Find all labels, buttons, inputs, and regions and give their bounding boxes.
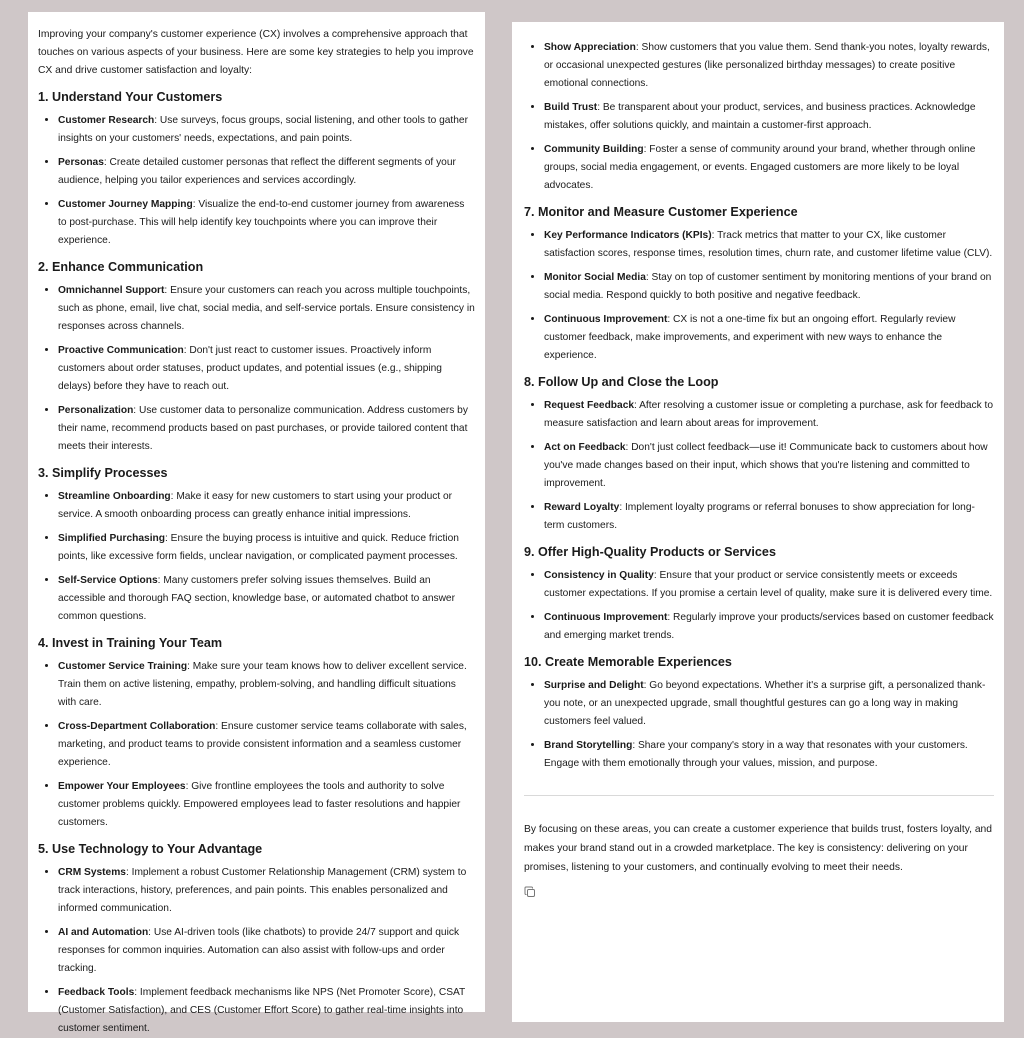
list-item bbox=[544, 268, 994, 305]
item-name: Customer Service Training bbox=[58, 661, 188, 672]
item-text: : Be transparent about your product, services, and business practices. Acknowledge mistakes, offer solutions quickly, and maintain a customer-first approach. bbox=[544, 102, 976, 131]
item-name: Empower Your Employees bbox=[58, 781, 186, 792]
left-sections bbox=[38, 89, 475, 1038]
item-text: : Ensure customer service teams collaborate with sales, marketing, and product teams to provide consistent information and a seamless customer experience. bbox=[58, 721, 467, 768]
item-text: : Go beyond expectations. Whether it's a surprise gift, a personalized thank-you note, or an unexpected upgrade, small thoughtful gestures can go a long way in making customers feel valued. bbox=[544, 680, 986, 727]
section-heading: 10. Create Memorable Experiences bbox=[524, 655, 732, 669]
section-list bbox=[38, 657, 475, 832]
item-name: Act on Feedback bbox=[544, 442, 626, 453]
divider bbox=[524, 795, 994, 796]
item-text: : Ensure that your product or service consistently meets or exceeds customer expectations. If you promise a certain level of quality, make sure it is delivered every time. bbox=[544, 570, 993, 599]
section-heading: 2. Enhance Communication bbox=[38, 260, 204, 274]
item-name: Customer Research bbox=[58, 115, 155, 126]
item-name: Simplified Purchasing bbox=[58, 533, 165, 544]
item-name: Brand Storytelling bbox=[544, 740, 633, 751]
item-name: Key Performance Indicators (KPIs) bbox=[544, 230, 712, 241]
section-heading: 5. Use Technology to Your Advantage bbox=[38, 842, 263, 856]
list-item bbox=[58, 341, 475, 396]
item-text: : Implement feedback mechanisms like NPS (Net Promoter Score), CSAT (Customer Satisfaction), and CES (Customer Effort Score) to gather real-time insights into customer sentiment. bbox=[58, 987, 466, 1034]
intro-text: Improving your company's customer experience (CX) involves a comprehensive approach that touches on various aspects of your business. Here are some key strategies to help you improve CX and drive customer satisfaction and loyalty: bbox=[38, 29, 474, 76]
list-item bbox=[58, 111, 475, 148]
list-item bbox=[544, 140, 994, 195]
list-item bbox=[58, 281, 475, 336]
item-name: Cross-Department Collaboration bbox=[58, 721, 216, 732]
item-name: Omnichannel Support bbox=[58, 285, 165, 296]
section-list bbox=[524, 566, 994, 645]
item-text: : Stay on top of customer sentiment by monitoring mentions of your brand on social media. Respond quickly to both positive and negative feedback. bbox=[544, 272, 992, 301]
item-text: : Show customers that you value them. Send thank-you notes, loyalty rewards, or occasional unexpected gestures (like personalized birthday messages) to create positive emotional connections. bbox=[544, 42, 990, 89]
section-list bbox=[38, 281, 475, 456]
list-item bbox=[544, 226, 994, 263]
list-item bbox=[544, 98, 994, 135]
item-name: Community Building bbox=[544, 144, 644, 155]
item-text: : Don't just react to customer issues. Proactively inform customers about order statuses, product updates, and potential issues (e.g., shipping delays) before they have to reach out. bbox=[58, 345, 442, 392]
section-list bbox=[524, 396, 994, 535]
list-item bbox=[544, 566, 994, 603]
section-heading: 1. Understand Your Customers bbox=[38, 90, 223, 104]
section-list bbox=[524, 676, 994, 773]
right-panel bbox=[512, 22, 1004, 1022]
right-top-list bbox=[524, 38, 994, 195]
list-item bbox=[58, 863, 475, 918]
section-list bbox=[38, 863, 475, 1038]
list-item bbox=[544, 396, 994, 433]
list-item bbox=[58, 195, 475, 250]
list-item bbox=[544, 608, 994, 645]
list-item bbox=[58, 401, 475, 456]
list-item bbox=[58, 777, 475, 832]
item-name: Streamline Onboarding bbox=[58, 491, 171, 502]
copy-icon[interactable] bbox=[524, 885, 536, 897]
item-name: Personas bbox=[58, 157, 104, 168]
item-text: : Ensure the buying process is intuitive and quick. Reduce friction points, like excessive form fields, unclear navigation, or complicated payment processes. bbox=[58, 533, 459, 562]
item-name: CRM Systems bbox=[58, 867, 126, 878]
item-name: Feedback Tools bbox=[58, 987, 135, 998]
item-text: : Share your company's story in a way that resonates with your customers. Engage with them emotionally through your values, mission, and purpose. bbox=[544, 740, 968, 769]
list-item bbox=[58, 153, 475, 190]
item-name: Surprise and Delight bbox=[544, 680, 644, 691]
item-text: : Create detailed customer personas that reflect the different segments of your audience, helping you tailor experiences and services accordingly. bbox=[58, 157, 456, 186]
item-name: Customer Journey Mapping bbox=[58, 199, 193, 210]
section-heading: 8. Follow Up and Close the Loop bbox=[524, 375, 719, 389]
list-item bbox=[544, 38, 994, 93]
section-heading: 9. Offer High-Quality Products or Services bbox=[524, 545, 776, 559]
section-list bbox=[524, 226, 994, 365]
item-name: Self-Service Options bbox=[58, 575, 158, 586]
list-item bbox=[544, 736, 994, 773]
list-item bbox=[544, 438, 994, 493]
item-name: AI and Automation bbox=[58, 927, 149, 938]
item-text: : Use customer data to personalize communication. Address customers by their name, recommend products based on past purchases, or provide tailored content that meets their interests. bbox=[58, 405, 468, 452]
list-item bbox=[58, 529, 475, 566]
item-text: : Implement a robust Customer Relationship Management (CRM) system to track interactions, history, preferences, and pain points. This enables personalized and informed communication. bbox=[58, 867, 467, 914]
item-text: : Use surveys, focus groups, social listening, and other tools to gather insights on your customers' needs, expectations, and pain points. bbox=[58, 115, 468, 144]
list-item bbox=[544, 676, 994, 731]
list-item bbox=[58, 983, 475, 1038]
item-text: : Many customers prefer solving issues themselves. Build an accessible and thorough FAQ section, knowledge base, or automated chatbot to answer common questions. bbox=[58, 575, 455, 622]
item-name: Build Trust bbox=[544, 102, 598, 113]
item-name: Personalization bbox=[58, 405, 134, 416]
item-text: : Make sure your team knows how to deliver excellent service. Train them on active listening, empathy, problem-solving, and handling difficult situations with care. bbox=[58, 661, 467, 708]
item-text: : Give frontline employees the tools and authority to solve customer problems quickly. Empowered employees lead to faster resolutions and happier customers. bbox=[58, 781, 461, 828]
closing-text: By focusing on these areas, you can create a customer experience that builds trust, fosters loyalty, and makes your brand stand out in a crowded marketplace. The key is consistency: delivering on your promises, listening to your customers, and continually evolving to meet their needs. bbox=[524, 824, 992, 873]
item-text: : Don't just collect feedback—use it! Communicate back to customers about how you've made changes based on their input, which shows that you're listening and committed to improvement. bbox=[544, 442, 988, 489]
section-list bbox=[38, 487, 475, 626]
item-text: : Ensure your customers can reach you across multiple touchpoints, such as phone, email, live chat, social media, and self-service portals. Ensure consistency in responses across channels. bbox=[58, 285, 475, 332]
list-item bbox=[544, 498, 994, 535]
list-item bbox=[544, 310, 994, 365]
list-item bbox=[58, 657, 475, 712]
list-item bbox=[58, 717, 475, 772]
item-text: : Track metrics that matter to your CX, like customer satisfaction scores, response times, resolution times, churn rate, and customer lifetime value (CLV). bbox=[544, 230, 993, 259]
section-heading: 7. Monitor and Measure Customer Experience bbox=[524, 205, 798, 219]
item-text: : Visualize the end-to-end customer journey from awareness to post-purchase. This will help identify key touchpoints where you can improve their experience. bbox=[58, 199, 465, 246]
section-list bbox=[38, 111, 475, 250]
item-text: : Make it easy for new customers to start using your product or service. A smooth onboarding process can greatly enhance initial impressions. bbox=[58, 491, 453, 520]
item-text: : Regularly improve your products/services based on customer feedback and emerging market trends. bbox=[544, 612, 994, 641]
item-name: Show Appreciation bbox=[544, 42, 636, 53]
item-name: Request Feedback bbox=[544, 400, 635, 411]
list-item bbox=[58, 923, 475, 978]
item-text: : Implement loyalty programs or referral bonuses to show appreciation for long-term customers. bbox=[544, 502, 975, 531]
item-text: : After resolving a customer issue or completing a purchase, ask for feedback to measure satisfaction and learn about areas for improvement. bbox=[544, 400, 994, 429]
section-heading: 3. Simplify Processes bbox=[38, 466, 168, 480]
item-name: Monitor Social Media bbox=[544, 272, 646, 283]
item-name: Continuous Improvement bbox=[544, 612, 668, 623]
item-text: : Foster a sense of community around your brand, whether through online groups, social media engagement, or events. Engaged customers are more likely to be loyal advocates. bbox=[544, 144, 976, 191]
item-name: Continuous Improvement bbox=[544, 314, 668, 325]
item-name: Consistency in Quality bbox=[544, 570, 654, 581]
list-item bbox=[58, 487, 475, 524]
right-sections bbox=[524, 204, 994, 773]
list-item bbox=[58, 571, 475, 626]
section-heading: 4. Invest in Training Your Team bbox=[38, 636, 223, 650]
item-text: : CX is not a one-time fix but an ongoing effort. Regularly review customer feedback, make improvements, and experiment with new ways to enhance the experience. bbox=[544, 314, 956, 361]
item-name: Reward Loyalty bbox=[544, 502, 620, 513]
left-panel bbox=[28, 12, 485, 1034]
item-name: Proactive Communication bbox=[58, 345, 184, 356]
item-text: : Use AI-driven tools (like chatbots) to provide 24/7 support and quick responses for common inquiries. Automation can also assist with follow-ups and order tracking. bbox=[58, 927, 460, 974]
